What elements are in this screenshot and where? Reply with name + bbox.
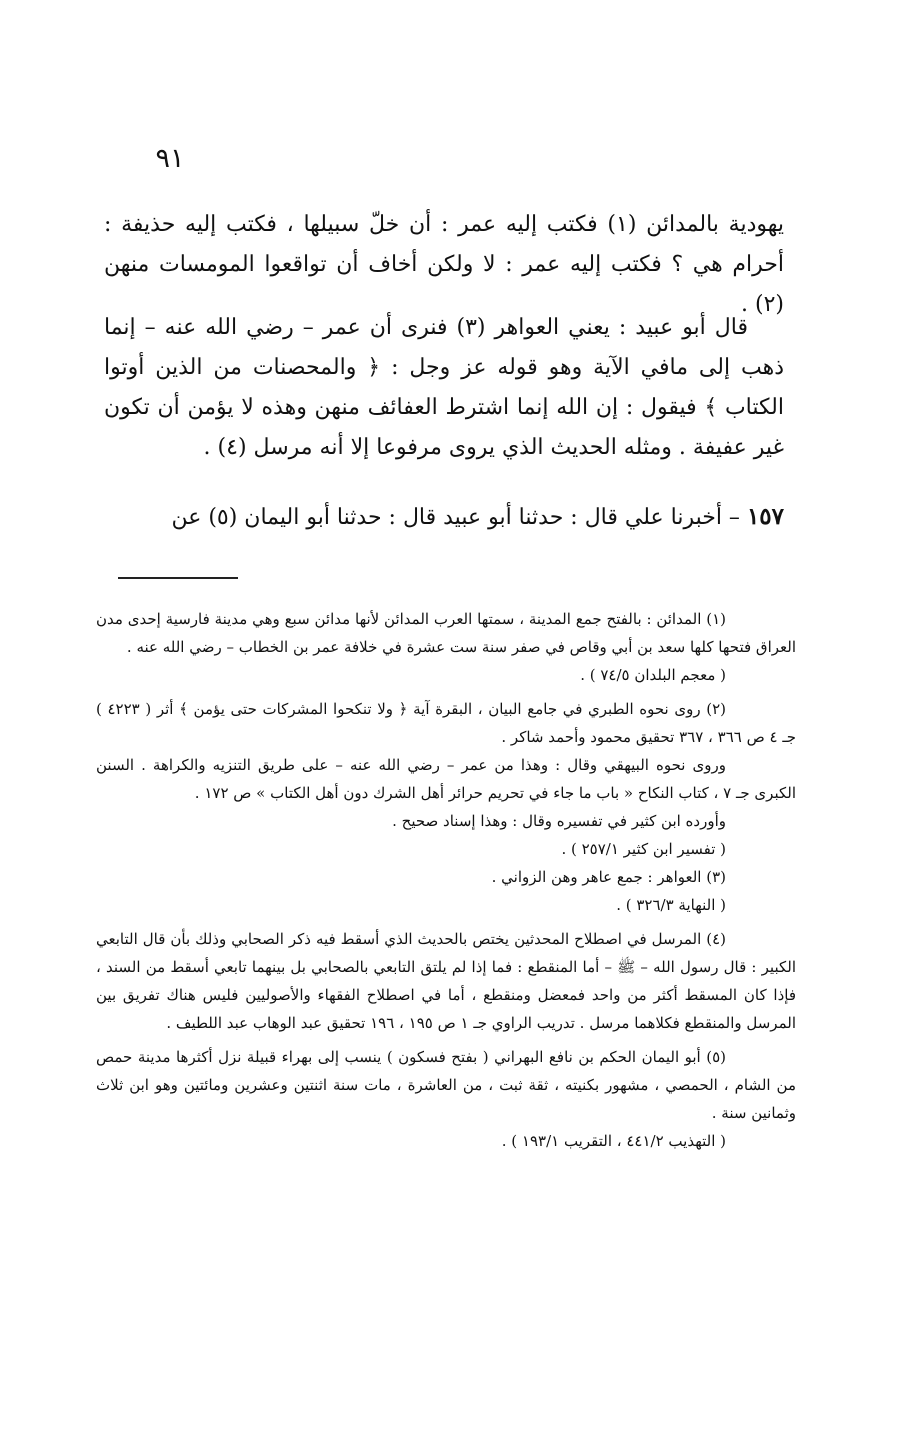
footnote-5: (٥) أبو اليمان الحكم بن نافع البهراني ( بفتح فسكون ) ينسب إلى بهراء قبيلة نزل أكثرها مدينة حمص من الشام ، الحمصي ، مشهور بكنيته ، ثقة ثبت ، من العاشرة ، مات سنة اثنتين وعشرين ومائتين وهو ابن ثلاث وثمانين سنة . — [96, 1048, 796, 1122]
paragraph-text: يهودية بالمدائن (١) فكتب إليه عمر : أن خلّ سبيلها ، فكتب إليه حذيفة : أحرام هي ؟ فكتب إليه عمر : لا ولكن أخاف أن تواقعوا المومسات منهن (٢) . — [104, 212, 784, 317]
footnote-1: (١) المدائن : بالفتح جمع المدينة ، سمتها العرب المدائن لأنها مدائن سبع وهي مدينة فارسية إحدى مدن العراق فتحها كلها سعد بن أبي وقاص في صفر سنة ست عشرة في خلافة عمر بن الخطاب – رضي الله عنه . — [96, 610, 796, 656]
hadith-number: ١٥٧ — [746, 503, 784, 530]
footnote-1-reference: ( معجم البلدان ٧٤/٥ ) . — [580, 666, 726, 684]
main-paragraph-1 — [104, 205, 784, 325]
footnote-4: (٤) المرسل في اصطلاح المحدثين يختص بالحديث الذي أسقط فيه ذكر الصحابي وذلك بأن قال التابعي الكبير : قال رسول الله – ﷺ – أما المنقطع : فما إذا لم يلتق التابعي بالصحابي بل بينهما تابعي أسقط من السند ، فإذا كان المسقط أكثر من واحد فمعضل ومنقطع ، أما في اصطلاح الفقهاء والأصوليين فليس هناك تفريق بين المرسل والمنقطع فكلاهما مرسل . تدريب الراوي جـ ١ ص ١٩٥ ، ١٩٦ تحقيق عبد الوهاب عبد اللطيف . — [96, 930, 796, 1032]
main-paragraph-3 — [104, 497, 784, 538]
footnote-5-reference: ( التهذيب ٤٤١/٢ ، التقريب ١٩٣/١ ) . — [501, 1132, 726, 1150]
hadith-text: – أخبرنا علي قال : حدثنا أبو عبيد قال : حدثنا أبو اليمان (٥) عن — [171, 505, 747, 530]
footnote-3: (٣) العواهر : جمع عاهر وهن الزواني . — [491, 868, 726, 886]
footnote-2-bayhaqi: وروى نحوه البيهقي وقال : وهذا من عمر – رضي الله عنه – على طريق التنزيه والكراهة . السنن الكبرى جـ ٧ ، كتاب النكاح « باب ما جاء في تحريم حرائر أهل الشرك دون أهل الكتاب » ص ١٧٢ . — [96, 756, 796, 802]
footnotes-section — [96, 605, 796, 1155]
footnote-2: (٢) روى نحوه الطبري في جامع البيان ، البقرة آية ﴿ ولا تنكحوا المشركات حتى يؤمن ﴾ أثر ( ٤٢٢٣ ) جـ ٤ ص ٣٦٦ ، ٣٦٧ تحقيق محمود وأحمد شاكر . — [96, 700, 796, 746]
footnote-2-reference: ( تفسير ابن كثير ٢٥٧/١ ) . — [561, 840, 726, 858]
main-paragraph-2 — [104, 308, 784, 468]
footnote-3-reference: ( النهاية ٣٢٦/٣ ) . — [616, 896, 726, 914]
paragraph-text: قال أبو عبيد : يعني العواهر (٣) فنرى أن عمر – رضي الله عنه – إنما ذهب إلى مافي الآية وهو قوله عز وجل : ﴿ والمحصنات من الذين أوتوا الكتاب ﴾ فيقول : إن الله إنما اشترط العفائف منهن وهذه لا يؤمن أن تكون غير عفيفة . ومثله الحديث الذي يروى مرفوعا إلا أنه مرسل (٤) . — [104, 315, 784, 460]
footnote-2-ibn-kathir: وأورده ابن كثير في تفسيره وقال : وهذا إسناد صحيح . — [392, 812, 726, 830]
hadith-line — [104, 497, 784, 538]
footnote-separator — [118, 577, 238, 579]
page-number: ٩١ — [155, 143, 185, 174]
